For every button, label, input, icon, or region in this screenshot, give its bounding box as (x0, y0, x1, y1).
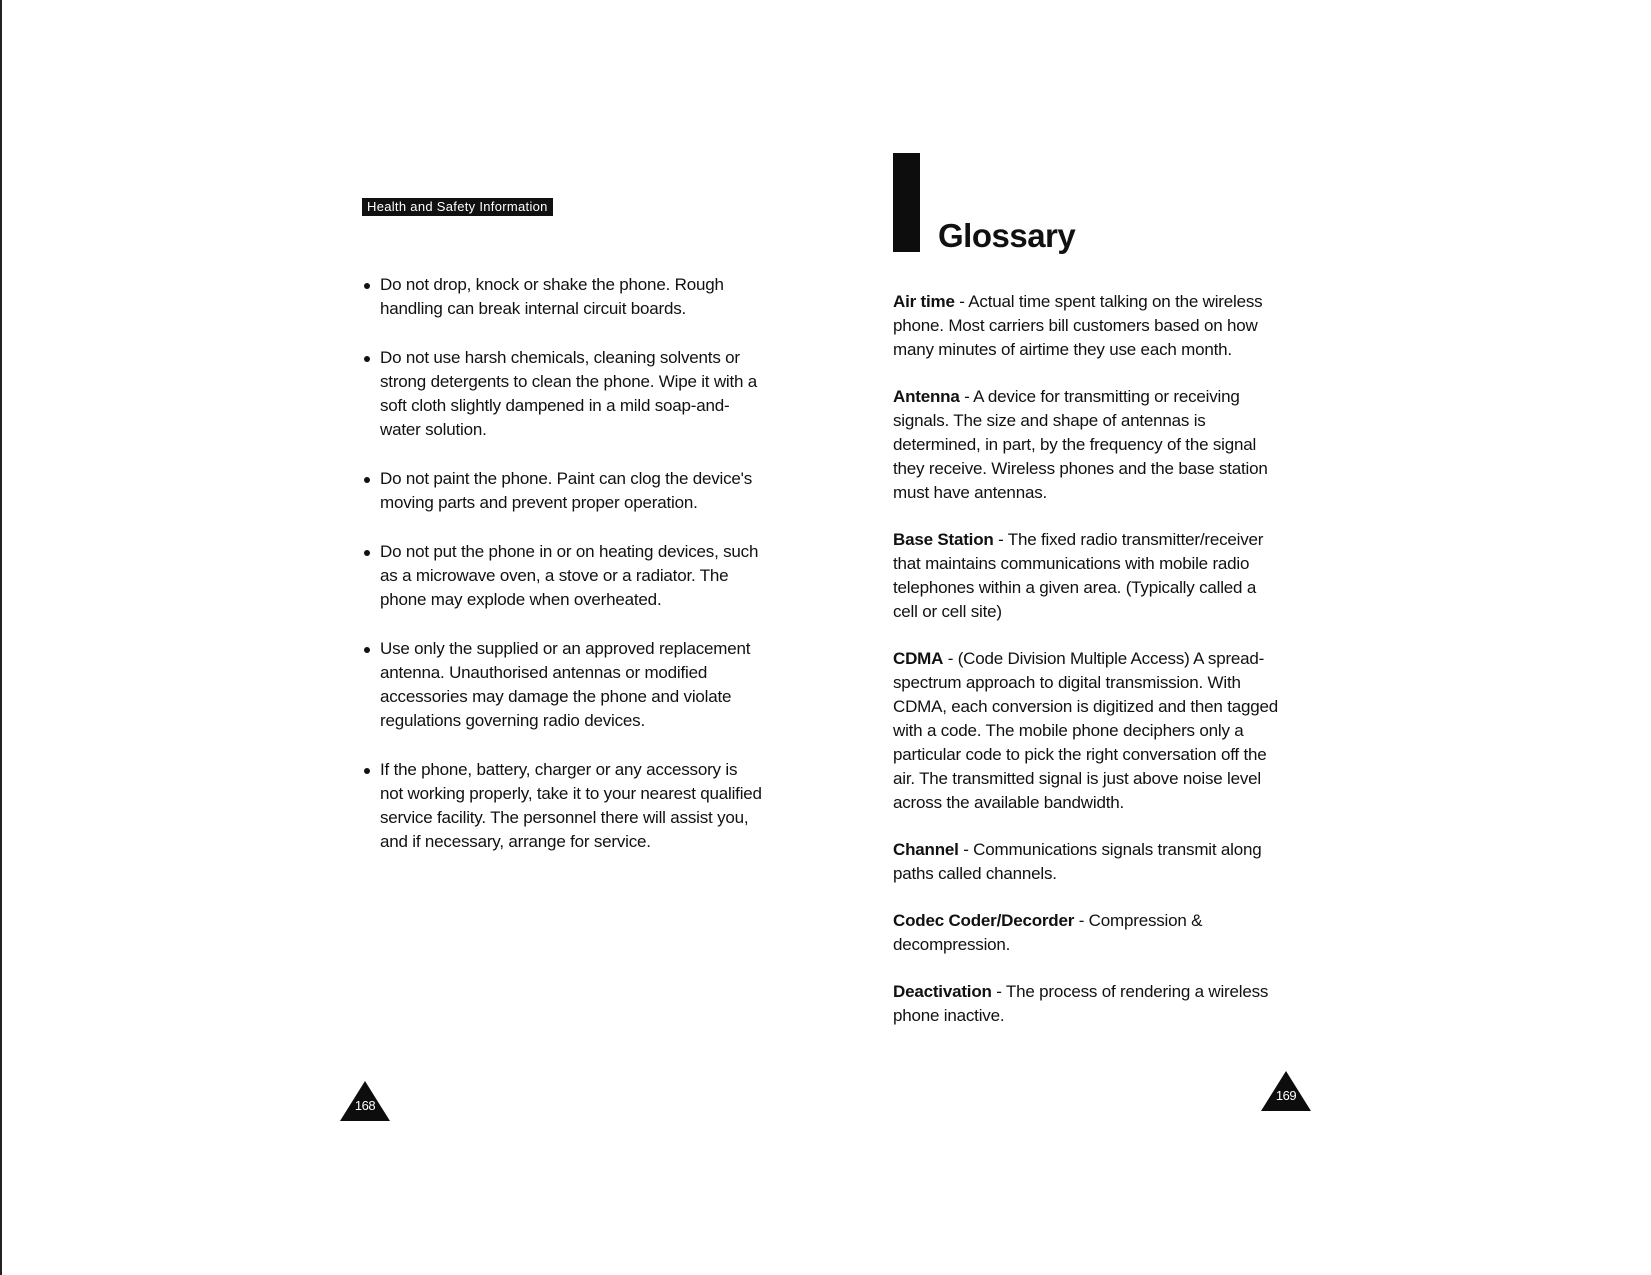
page-number-left (340, 1081, 390, 1121)
glossary-term: CDMA (893, 649, 944, 668)
bullet-text: Do not paint the phone. Paint can clog the device's moving parts and prevent proper operation. (380, 469, 753, 512)
bullet-dot-icon (364, 647, 370, 653)
page-edge-rule (0, 0, 2, 1275)
bullet-item (362, 758, 762, 854)
glossary-definition: - A device for transmitting or receiving signals. The size and shape of antennas is determined, in part, by the frequency of the signal they receive. Wireless phones and the base station must have antennas. (893, 387, 1268, 502)
page-number-text: 169 (1275, 1088, 1297, 1103)
bullet-item (362, 467, 762, 515)
section-tab-health-safety: Health and Safety Information (362, 198, 553, 216)
bullet-text: Do not put the phone in or on heating devices, such as a microwave oven, a stove or a radiator. The phone may explode when overheated. (380, 542, 759, 609)
chapter-marker-bar (893, 153, 920, 252)
bullet-item (362, 346, 762, 442)
glossary-entry (893, 980, 1283, 1028)
bullet-text: Use only the supplied or an approved replacement antenna. Unauthorised antennas or modified accessories may damage the phone and violate regulations governing radio devices. (380, 639, 751, 730)
bullet-dot-icon (364, 550, 370, 556)
glossary-term: Codec Coder/Decorder (893, 911, 1075, 930)
page-number-right (1261, 1071, 1311, 1111)
glossary-term: Base Station (893, 530, 994, 549)
bullet-dot-icon (364, 356, 370, 362)
glossary-entry (893, 385, 1283, 505)
glossary-entry (893, 647, 1283, 815)
chapter-title: Glossary (938, 217, 1076, 254)
glossary-definition: - Communications signals transmit along paths called channels. (893, 840, 1262, 883)
bullet-item (362, 637, 762, 733)
page-number-text: 168 (354, 1098, 376, 1113)
bullet-item (362, 540, 762, 612)
safety-bullet-list (362, 273, 762, 879)
glossary-entry (893, 528, 1283, 624)
bullet-text: Do not use harsh chemicals, cleaning solvents or strong detergents to clean the phone. Wipe it with a soft cloth slightly dampened in a mild soap-and-water solution. (380, 348, 758, 439)
glossary-entry (893, 838, 1283, 886)
glossary-term: Channel (893, 840, 959, 859)
glossary-term: Air time (893, 292, 955, 311)
glossary-definition: - The process of rendering a wireless phone inactive. (893, 982, 1269, 1025)
bullet-dot-icon (364, 477, 370, 483)
glossary-term: Antenna (893, 387, 960, 406)
glossary-term: Deactivation (893, 982, 992, 1001)
glossary-entry (893, 290, 1283, 362)
bullet-dot-icon (364, 283, 370, 289)
bullet-dot-icon (364, 768, 370, 774)
bullet-text: Do not drop, knock or shake the phone. Rough handling can break internal circuit boards. (380, 275, 724, 318)
glossary-definition: - Compression & decompression. (893, 911, 1203, 954)
bullet-text: If the phone, battery, charger or any accessory is not working properly, take it to your nearest qualified service facility. The personnel there will assist you, and if necessary, arrange for service. (380, 760, 762, 851)
glossary-definition: - (Code Division Multiple Access) A spread-spectrum approach to digital transmission. With CDMA, each conversion is digitized and then tagged with a code. The mobile phone deciphers only a particular code to pick the right conversation off the air. The transmitted signal is just above noise level across the available bandwidth. (893, 649, 1279, 812)
bullet-item (362, 273, 762, 321)
glossary-definition: - Actual time spent talking on the wireless phone. Most carriers bill customers based on how many minutes of airtime they use each month. (893, 292, 1263, 359)
glossary-entry (893, 909, 1283, 957)
glossary-list (893, 290, 1283, 1051)
glossary-definition: - The fixed radio transmitter/receiver that maintains communications with mobile radio telephones within a given area. (Typically called a cell or cell site) (893, 530, 1264, 621)
